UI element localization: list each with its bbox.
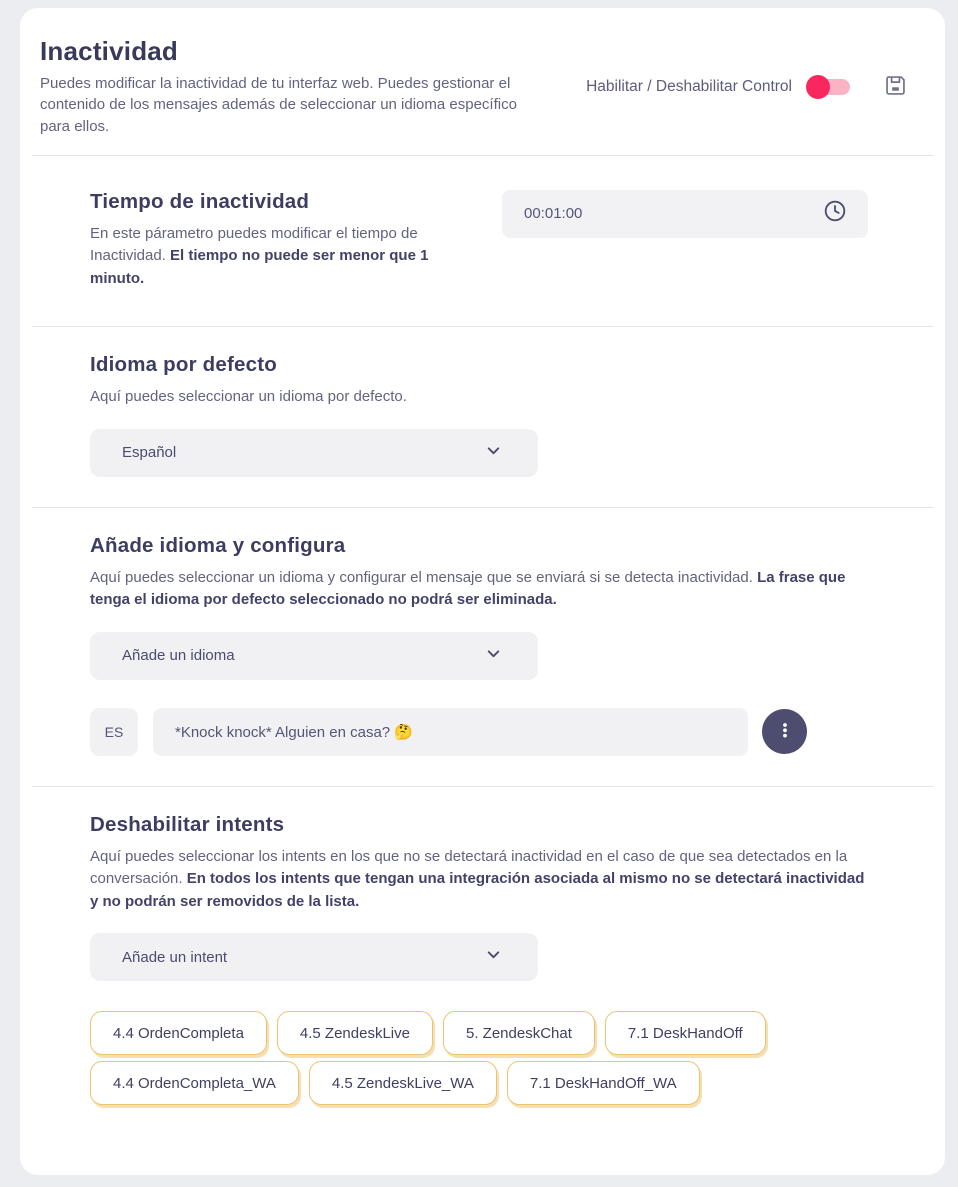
header-text-block [40,36,580,137]
page-title: Inactividad [40,36,179,66]
clock-icon[interactable] [822,198,848,229]
intent-chip[interactable]: 5. ZendeskChat [443,1011,595,1055]
intent-chip[interactable]: 4.5 ZendeskLive [277,1011,433,1055]
message-options-button[interactable] [762,709,807,754]
intents-description-normal: Aquí puedes seleccionar los intents en los que no se detectará inactividad en el caso de que sea detectados en la conversación. [90,847,848,888]
header [20,8,945,155]
intents-heading: Deshabilitar intents [90,812,285,836]
intent-chip[interactable]: 4.4 OrdenCompleta_WA [90,1061,299,1105]
tiempo-description-normal: En este párametro puedes modificar el tiempo de Inactividad. [90,224,418,265]
intents-description-bold: En todos los intents que tengan una integración asociada al mismo no se detectará inactividad y no podrán ser removidos de la lista. [90,870,865,910]
section-anade-idioma [20,508,945,786]
kebab-menu-icon [776,721,794,742]
chevron-down-icon [485,946,502,968]
page-description: Puedes modificar la inactividad de tu interfaz web. Puedes gestionar el contenido de los mensajes además de seleccionar un idioma específico para ellos. [40,75,517,135]
section-idioma-defecto [20,327,945,507]
intent-chip-list [90,1011,790,1105]
anade-description-bold: La frase que tenga el idioma por defecto seleccionado no podrá ser eliminada. [90,568,846,609]
tiempo-text-block [90,190,482,291]
section-deshabilitar-intents [20,787,945,1136]
chevron-down-icon [485,442,502,464]
intent-chip[interactable]: 7.1 DeskHandOff [605,1011,766,1055]
floppy-disk-icon [882,72,909,102]
header-controls [586,72,909,102]
anade-description-normal: Aquí puedes seleccionar un idioma y configurar el mensaje que se enviará si se detecta inactividad. [90,568,758,586]
add-language-select[interactable] [90,632,538,680]
chevron-down-icon [485,645,502,667]
add-intent-select[interactable] [90,933,538,981]
tiempo-description-bold: El tiempo no puede ser menor que 1 minuto. [90,247,429,287]
tiempo-description [90,223,482,291]
intents-description [90,846,868,914]
default-language-value: Español [122,444,177,462]
inactivity-settings-card [20,8,945,1175]
idioma-description: Aquí puedes seleccionar un idioma por defecto. [90,388,407,406]
enable-control-toggle[interactable] [808,79,850,95]
idioma-heading: Idioma por defecto [90,353,277,377]
language-message-row [90,708,875,756]
save-button[interactable] [882,72,909,102]
message-text-input[interactable] [175,723,730,740]
time-input[interactable] [502,190,868,238]
default-language-select[interactable] [90,429,538,477]
section-tiempo-inactividad [20,156,945,327]
message-input[interactable] [153,708,748,756]
toggle-label: Habilitar / Deshabilitar Control [586,78,792,95]
time-value-input[interactable] [524,205,822,222]
add-intent-placeholder: Añade un intent [122,948,228,966]
toggle-knob [806,75,830,99]
tiempo-heading: Tiempo de inactividad [90,189,310,213]
language-code-badge: ES [90,708,138,756]
intent-chip[interactable]: 7.1 DeskHandOff_WA [507,1061,700,1105]
intent-chip[interactable]: 4.4 OrdenCompleta [90,1011,267,1055]
anade-heading: Añade idioma y configura [90,533,346,557]
anade-description [90,567,868,612]
intent-chip[interactable]: 4.5 ZendeskLive_WA [309,1061,497,1105]
add-language-placeholder: Añade un idioma [122,647,235,665]
